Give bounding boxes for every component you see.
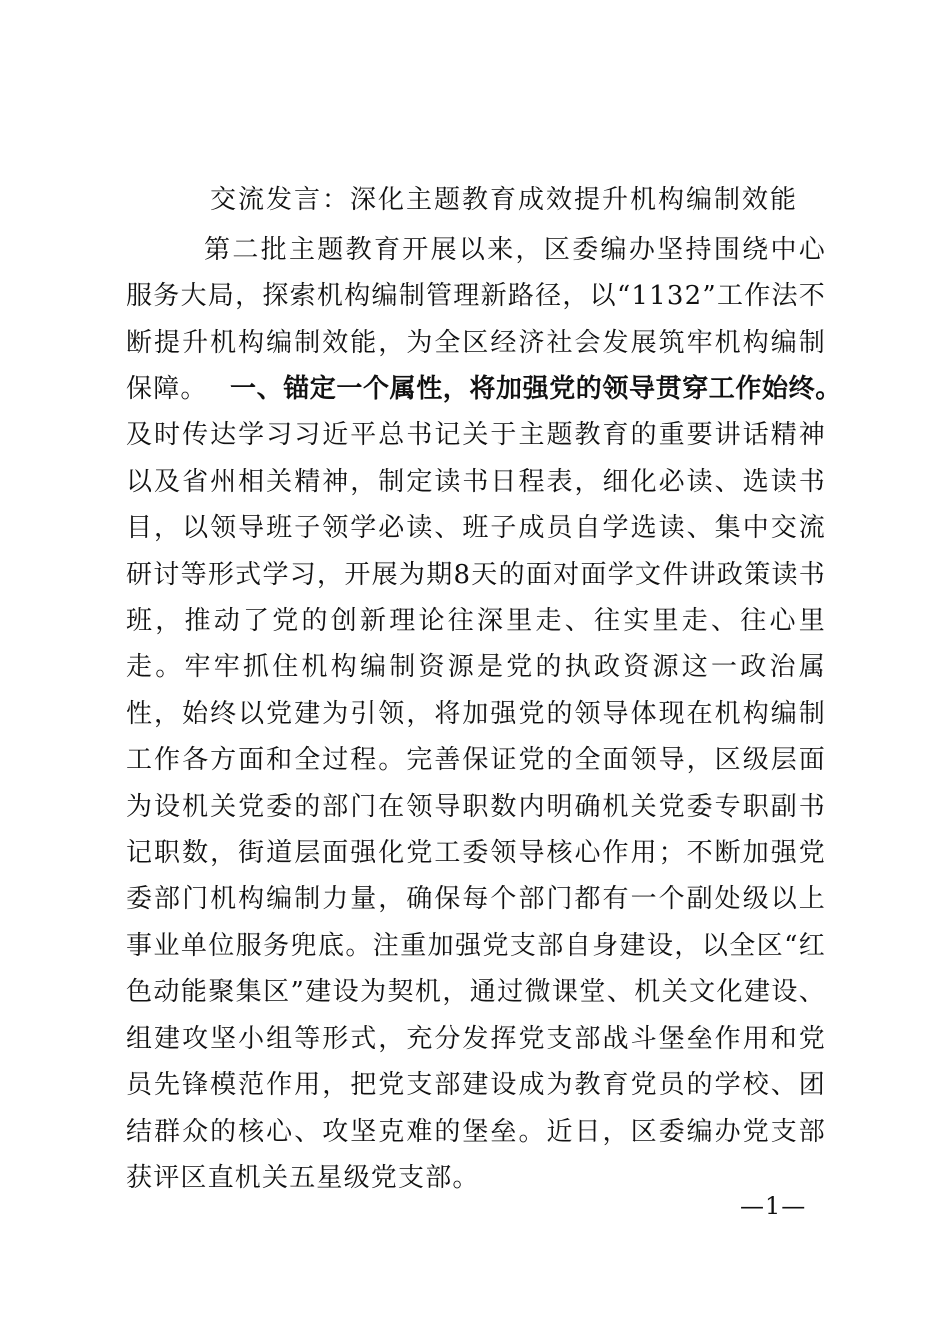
section-1-body: 及时传达学习习近平总书记关于主题教育的重要讲话精神以及省州相关精神，制定读书日程表，细化必读、选读书目，以领导班子领学必读、班子成员自学选读、集中交流研讨等形式学习，开展为期8天的面对面学文件讲政策读书班，推动了党的创新理论往深里走、往实里走、往心里走。牢牢抓住机构编制资源是党的执政资源这一政治属性，始终以党建为引领，将加强党的领导体现在机构编制工作各方面和全过程。完善保证党的全面领导，区级层面为设机关党委的部门在领导职数内明确机关党委专职副书记职数，街道层面强化党工委领导核心作用；不断加强党委部门机构编制力量，确保每个部门都有一个副处级以上事业单位服务兜底。注重加强党支部自身建设，以全区“红色动能聚集区”建设为契机，通过微课堂、机关文化建设、组建攻坚小组等形式，充分发挥党支部战斗堡垒作用和党员先锋模范作用，把党支部建设成为教育党员的学校、团结群众的核心、攻坚克难的堡垒。近日，区委编办党支部获评区直机关五星级党支部。: [126, 420, 826, 1193]
intro-paragraph: 第二批主题教育开展以来，区委编办坚持围绕中心服务大局，探索机构编制管理新路径，以“1132”工作法不断提升机构编制效能，为全区经济社会发展筑牢机构编制保障。: [126, 235, 826, 405]
section-1-heading: 一、锚定一个属性，将加强党的领导贯穿工作始终。: [230, 374, 842, 404]
section-1: [126, 366, 842, 1201]
page-number: —1—: [740, 1192, 807, 1220]
document-title: 交流发言：深化主题教育成效提升机构编制效能: [210, 185, 799, 215]
